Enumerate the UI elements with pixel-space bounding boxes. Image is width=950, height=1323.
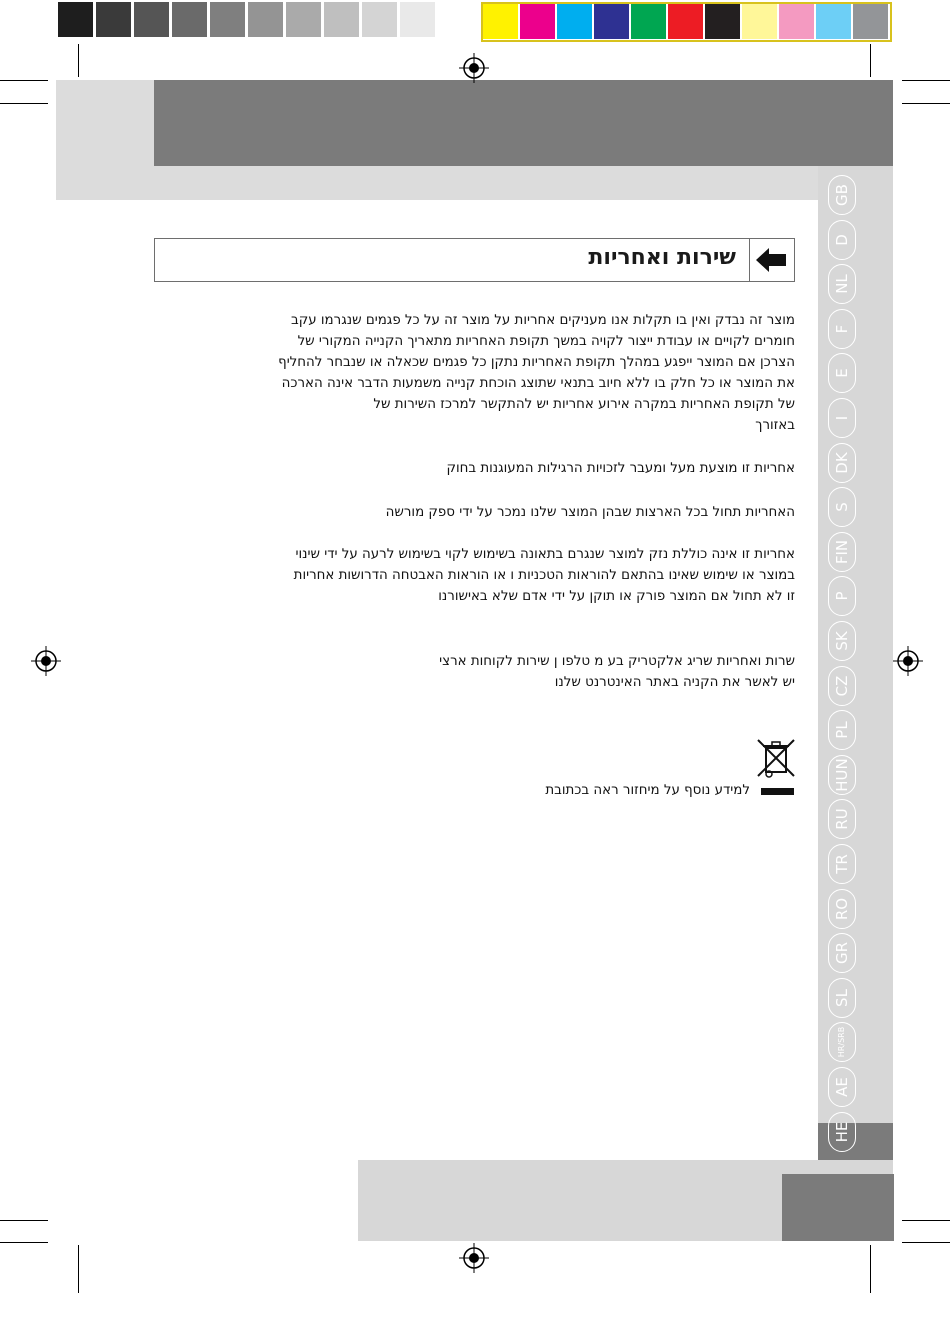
registration-mark-icon — [459, 53, 489, 83]
arrow-cell — [749, 239, 794, 281]
grayscale-color-bar — [58, 2, 476, 38]
text-line: חומרים לקויים או עבודת ייצור לקויה במשך תקופת האחריות מתאריך הקנייה המקורי של — [297, 334, 795, 349]
language-tab-d[interactable] — [828, 220, 856, 260]
language-tab-s[interactable] — [828, 487, 856, 527]
language-tab-sl[interactable] — [828, 978, 856, 1018]
language-tab-p[interactable] — [828, 576, 856, 616]
language-tab-label: HUN — [833, 758, 851, 792]
gray-swatch-0 — [58, 2, 93, 37]
crop-mark — [78, 1245, 79, 1293]
language-tab-label: HE — [833, 1121, 851, 1142]
left-arrow-icon — [756, 248, 788, 272]
text-line: באזורך — [755, 418, 795, 433]
language-tab-label: FIN — [833, 539, 851, 564]
language-tab-tr[interactable] — [828, 844, 856, 884]
crop-mark — [78, 44, 79, 77]
language-tab-label: RO — [833, 897, 851, 920]
warranty-paragraph-4 — [155, 544, 795, 607]
language-tab-nl[interactable] — [828, 264, 856, 304]
registration-mark-icon — [459, 1243, 489, 1273]
language-tab-label: CZ — [833, 675, 851, 696]
text-line: של תקופת האחריות במקרה אירוע אחריות יש להתקשר למרכז השירות של — [373, 397, 795, 412]
recycling-note: למידע נוסף על מיחזור ראה בכתובת — [545, 783, 750, 798]
language-tab-fin[interactable] — [828, 532, 856, 572]
language-tab-label: DK — [833, 451, 851, 474]
section-title: שירות ואחריות — [588, 245, 736, 270]
language-tab-dk[interactable] — [828, 443, 856, 483]
gray-swatch-3 — [172, 2, 207, 37]
service-contact-paragraph — [155, 651, 795, 693]
crop-mark — [902, 1242, 950, 1243]
language-tab-gr[interactable] — [828, 933, 856, 973]
warranty-paragraph-1 — [155, 310, 795, 436]
language-tab-i[interactable] — [828, 398, 856, 438]
language-tab-label: SL — [833, 988, 851, 1007]
footer-page-block — [782, 1174, 894, 1241]
language-tab-label: HR/SRB — [837, 1027, 846, 1058]
language-tab-gb[interactable] — [828, 175, 856, 215]
gray-swatch-5 — [248, 2, 283, 37]
language-tab-f[interactable] — [828, 309, 856, 349]
color-swatch-2 — [557, 4, 592, 39]
text-line: זו לא תחול אם המוצר פורק או תוקן על ידי אדם שלא באישורנו — [438, 589, 795, 604]
color-swatch-4 — [631, 4, 666, 39]
color-swatch-5 — [668, 4, 703, 39]
language-tab-label: GB — [833, 184, 851, 206]
language-tab-pl[interactable] — [828, 710, 856, 750]
language-tab-label: NL — [833, 274, 851, 294]
gray-swatch-4 — [210, 2, 245, 37]
language-tab-label: AE — [833, 1077, 851, 1097]
warranty-paragraph-2 — [155, 458, 795, 479]
color-swatch-8 — [779, 4, 814, 39]
language-tab-label: S — [833, 502, 851, 512]
registration-mark-icon — [893, 646, 923, 676]
language-tab-cz[interactable] — [828, 666, 856, 706]
language-tab-label: F — [833, 324, 851, 334]
crop-mark — [902, 1220, 950, 1221]
text-line: מוצר זה נבדק ואין בו תקלות אנו מעניקים אחריות על מוצר זה על כל פגמים שנגרמו עקב — [291, 313, 795, 328]
crop-mark — [0, 103, 48, 104]
language-tab-e[interactable] — [828, 353, 856, 393]
crop-mark — [0, 1242, 48, 1243]
gray-swatch-8 — [362, 2, 397, 37]
language-tab-label: TR — [833, 854, 851, 874]
language-tab-ro[interactable] — [828, 889, 856, 929]
crop-mark — [870, 1245, 871, 1293]
text-line: במוצר או שימוש שאינו בהתאם להוראות הטכניות ו או הוראות האבטחה הדרושות אחריות — [293, 568, 795, 583]
text-line: יש לאשר את הקניה באתר האינטרנט שלנו — [554, 675, 795, 690]
color-swatch-9 — [816, 4, 851, 39]
language-tab-sk[interactable] — [828, 621, 856, 661]
language-tab-label: P — [833, 591, 851, 601]
crop-mark — [0, 1220, 48, 1221]
recycling-bar — [761, 788, 794, 795]
section-header — [154, 238, 795, 282]
process-color-bar — [481, 2, 892, 42]
registration-mark-icon — [31, 646, 61, 676]
language-tab-label: PL — [833, 721, 851, 739]
crop-mark — [902, 80, 950, 81]
gray-swatch-6 — [286, 2, 321, 37]
language-tab-label: GR — [833, 942, 851, 965]
gray-swatch-1 — [96, 2, 131, 37]
text-line: הצרכן אם המוצר ייפגע במהלך תקופת האחריות נתקן כל פגמים שכאלה או שנבחר להחליף — [278, 355, 795, 370]
language-tab-hun[interactable] — [828, 755, 856, 795]
text-line: אחריות זו אינה כוללת נזק למוצר שנגרם בתאונה בשימוש לקוי בשימוש לרעה על ידי שינוי — [295, 547, 795, 562]
color-swatch-6 — [705, 4, 740, 39]
language-tab-label: RU — [833, 808, 851, 831]
color-swatch-1 — [520, 4, 555, 39]
language-tab-ae[interactable] — [828, 1067, 856, 1107]
gray-swatch-2 — [134, 2, 169, 37]
gray-swatch-7 — [324, 2, 359, 37]
language-tab-label: D — [833, 233, 851, 246]
header-band — [154, 80, 893, 166]
color-swatch-7 — [742, 4, 777, 39]
language-tab-label: I — [833, 415, 851, 421]
language-tab-he[interactable] — [828, 1112, 856, 1152]
color-swatch-10 — [853, 4, 888, 39]
language-tab-label: E — [833, 368, 851, 379]
gray-swatch-10 — [438, 2, 473, 37]
crop-mark — [0, 80, 48, 81]
color-swatch-0 — [483, 4, 518, 39]
crop-mark — [902, 103, 950, 104]
language-tab-hr-srb[interactable] — [828, 1022, 856, 1062]
crossed-out-wheelie-bin-icon — [754, 736, 798, 780]
language-tab-ru[interactable] — [828, 799, 856, 839]
gray-swatch-9 — [400, 2, 435, 37]
text-line: שרות ואחריות שריג אלקטריק בע מ טלפו ן שירות לקוחות ארצי — [439, 654, 795, 669]
language-tab-label: SK — [833, 631, 851, 651]
text-line: האחריות תחול בכל הארצות שבהן המוצר שלנו נמכר על ידי ספק מורשה — [385, 505, 795, 520]
crop-mark — [870, 44, 871, 77]
text-line: אחריות זו מוצעת מעל ומעבר לזכויות הרגילות המעוגנות בחוק — [446, 461, 795, 476]
warranty-paragraph-3 — [155, 502, 795, 523]
text-line: את המוצר או כל חלק בו ללא חיוב בתנאי שתוצג הוכחת קנייה משמעות הדבר אינה הארכה — [281, 376, 795, 391]
color-swatch-3 — [594, 4, 629, 39]
